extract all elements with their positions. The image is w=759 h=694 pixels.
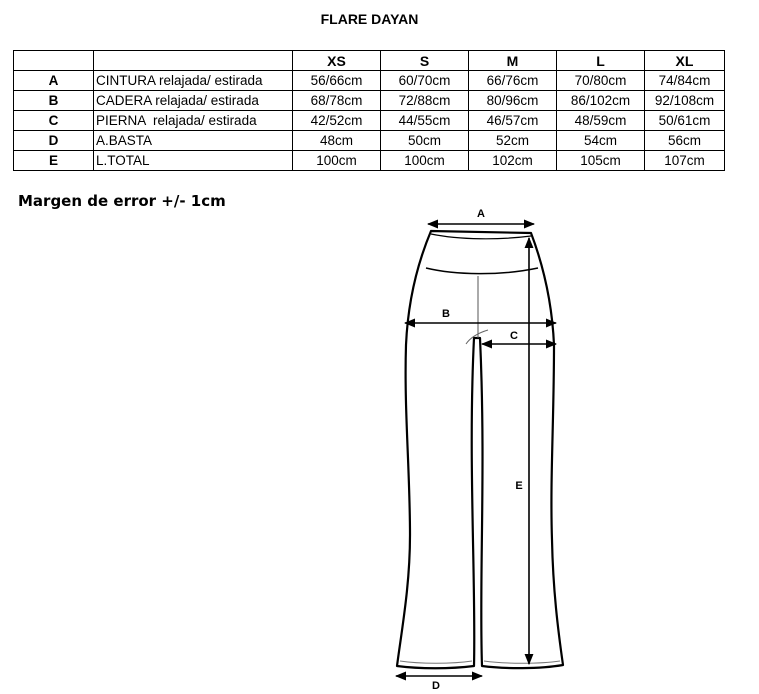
row-code: C [14, 111, 94, 131]
pants-outline [397, 231, 563, 668]
row-measure-name: CADERA relajada/ estirada [94, 91, 293, 111]
cell-value: 50/61cm [645, 111, 725, 131]
cell-value: 102cm [469, 151, 557, 171]
cell-value: 80/96cm [469, 91, 557, 111]
cell-value: 92/108cm [645, 91, 725, 111]
cell-value: 60/70cm [381, 71, 469, 91]
page-title: FLARE DAYAN [320, 11, 419, 27]
cell-value: 86/102cm [557, 91, 645, 111]
row-measure-name: CINTURA relajada/ estirada [94, 71, 293, 91]
label-e: E [515, 480, 523, 492]
row-measure-name: L.TOTAL [94, 151, 293, 171]
waistband-top-line [431, 234, 531, 239]
cell-value: 68/78cm [293, 91, 381, 111]
row-measure-name: A.BASTA [94, 131, 293, 151]
right-hem-line [484, 661, 560, 663]
header-size-m: M [469, 51, 557, 71]
label-a: A [477, 208, 485, 220]
pants-silhouette [397, 231, 563, 668]
cell-value: 54cm [557, 131, 645, 151]
cell-value: 52cm [469, 131, 557, 151]
cell-value: 50cm [381, 131, 469, 151]
label-b: B [442, 308, 450, 320]
header-size-s: S [381, 51, 469, 71]
cell-value: 100cm [293, 151, 381, 171]
row-code: E [14, 151, 94, 171]
label-d: D [432, 680, 440, 692]
header-size-xs: XS [293, 51, 381, 71]
error-margin-note: Margen de error +/- 1cm [18, 192, 226, 210]
measurement-lines [396, 224, 556, 676]
cell-value: 56cm [645, 131, 725, 151]
cell-value: 66/76cm [469, 71, 557, 91]
header-size-l: L [557, 51, 645, 71]
left-hem-line [400, 661, 472, 663]
cell-value: 56/66cm [293, 71, 381, 91]
row-code: B [14, 91, 94, 111]
waistband-bottom-line [426, 268, 538, 274]
cell-value: 48/59cm [557, 111, 645, 131]
cell-value: 100cm [381, 151, 469, 171]
row-code: A [14, 71, 94, 91]
cell-value: 46/57cm [469, 111, 557, 131]
cell-value: 72/88cm [381, 91, 469, 111]
row-measure-name: PIERNA relajada/ estirada [94, 111, 293, 131]
cell-value: 107cm [645, 151, 725, 171]
cell-value: 105cm [557, 151, 645, 171]
label-c: C [510, 330, 518, 342]
cell-value: 42/52cm [293, 111, 381, 131]
cell-value: 70/80cm [557, 71, 645, 91]
header-size-xl: XL [645, 51, 725, 71]
cell-value: 74/84cm [645, 71, 725, 91]
cell-value: 48cm [293, 131, 381, 151]
cell-value: 44/55cm [381, 111, 469, 131]
row-code: D [14, 131, 94, 151]
